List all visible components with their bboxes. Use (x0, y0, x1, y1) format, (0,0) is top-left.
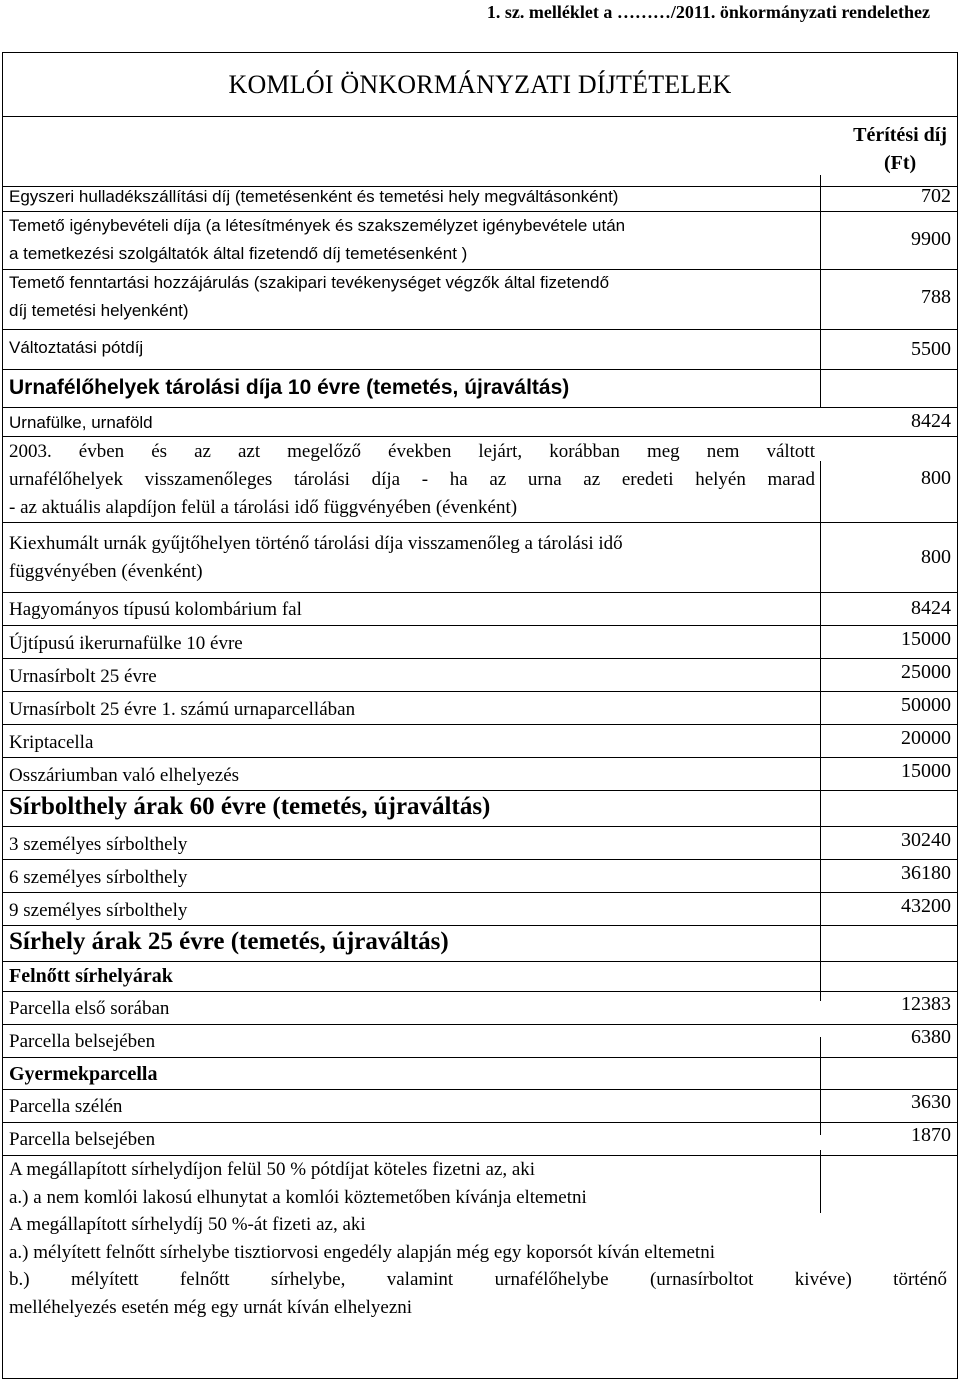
row-value: 788 (921, 286, 951, 308)
table-row (3, 408, 957, 437)
row-label: Urnafülke, urnaföld (9, 413, 153, 432)
section-heading-urna: Urnafélőhelyek tárolási díja 10 évre (temetés, újraváltás) (3, 370, 957, 408)
subheading-felnott: Felnőtt sírhelyárak (3, 962, 957, 992)
row-value: 8424 (911, 597, 951, 619)
table-row (3, 187, 957, 212)
row-value: 6380 (911, 1026, 951, 1048)
table-row (3, 827, 957, 860)
row-value: 15000 (901, 760, 951, 782)
row-value: 12383 (901, 993, 951, 1015)
table-row (3, 626, 957, 659)
row-value: 1870 (911, 1124, 951, 1146)
row-value: 25000 (901, 661, 951, 683)
row-label: Temető igénybevételi díja (a létesítmények és szakszemélyzet igénybevétele után a temetkezési szolgáltatók által fizetendő díj temetésenként ) (9, 216, 626, 263)
table-row (3, 1025, 957, 1058)
table-title: KOMLÓI ÖNKORMÁNYZATI DÍJTÉTELEK (3, 53, 957, 117)
table-row (3, 1090, 957, 1123)
row-label: Újtípusú ikerurnafülke 10 évre (9, 633, 243, 654)
row-label: 3 személyes sírbolthely (9, 834, 188, 855)
row-label: Kiexhumált urnák gyűjtőhelyen történő tárolási díja visszamenőleg a tárolási idő függvényében (évenként) (9, 533, 623, 582)
section-heading-sirhely: Sírhely árak 25 évre (temetés, újraváltás) (3, 926, 957, 962)
row-value: 30240 (901, 829, 951, 851)
row-value: 5500 (911, 338, 951, 360)
row-label: Parcella belsejében (9, 1129, 156, 1150)
table-row (3, 330, 957, 370)
note-line: a.) a nem komlói lakosú elhunytat a komlói köztemetőben kívánja eltemetni (9, 1186, 587, 1208)
row-label: Hagyományos típusú kolombárium fal (9, 599, 302, 620)
row-label: 2003. évben és az azt megelőző években lejárt, korábban meg nem váltott urnafélőhelyek visszamenőleges tárolási díja - ha az urna az eredeti helyén marad - az aktuális alapdíjon felül a tárolási idő függvényében (évenként) (9, 441, 815, 518)
row-value: 800 (921, 467, 951, 489)
table-row (3, 725, 957, 758)
row-label: Parcella első sorában (9, 998, 170, 1019)
table-row (3, 593, 957, 626)
row-value: 36180 (901, 862, 951, 884)
table-row (3, 270, 957, 330)
row-value: 702 (921, 185, 951, 207)
row-value: 20000 (901, 727, 951, 749)
table-row (3, 1123, 957, 1156)
section-heading-sirbolt: Sírbolthely árak 60 évre (temetés, újraváltás) (3, 791, 957, 827)
row-value: 15000 (901, 628, 951, 650)
table-row (3, 523, 957, 593)
table-row (3, 692, 957, 725)
row-label: Kriptacella (9, 732, 94, 753)
row-label: Parcella szélén (9, 1096, 123, 1117)
table-row (3, 893, 957, 926)
row-value: 3630 (911, 1091, 951, 1113)
note-line: b.) mélyített felnőtt sírhelybe, valamint urnafélőhelybe (urnasírboltot kivéve) történő (9, 1269, 947, 1290)
column-header-row (3, 117, 957, 187)
row-label: Egyszeri hulladékszállítási díj (temetésenként és temetési hely megváltásonként) (9, 187, 619, 206)
fee-table (2, 52, 958, 1379)
table-row (3, 659, 957, 692)
row-label: 6 személyes sírbolthely (9, 867, 188, 888)
table-row (3, 212, 957, 270)
row-value: 800 (921, 546, 951, 568)
notes-block (9, 1156, 947, 1321)
note-line: melléhelyezés esetén még egy urnát kíván elhelyezni (9, 1296, 413, 1318)
row-value: 8424 (911, 410, 951, 432)
table-row (3, 437, 957, 523)
row-label: Urnasírbolt 25 évre (9, 666, 157, 687)
document-header: 1. sz. melléklet a ………/2011. önkormányzati rendelethez (486, 2, 930, 22)
row-label: Változtatási pótdíj (9, 338, 144, 357)
note-line: A megállapított sírhelydíjon felül 50 % pótdíjat köteles fizetni az, aki (9, 1159, 536, 1180)
row-label: Temető fenntartási hozzájárulás (szakipari tevékenységet végzők által fizetendő díj temetési helyenként) (9, 273, 610, 320)
row-value: 43200 (901, 895, 951, 917)
table-row (3, 758, 957, 791)
row-value: 50000 (901, 694, 951, 716)
table-row (3, 992, 957, 1025)
row-value: 9900 (911, 228, 951, 250)
note-line: a.) mélyített felnőtt sírhelybe tisztiorvosi engedély alapján még egy koporsót kíván eltemetni (9, 1241, 715, 1263)
subheading-gyermek: Gyermekparcella (3, 1058, 957, 1090)
row-label: Urnasírbolt 25 évre 1. számú urnaparcellában (9, 699, 356, 720)
row-label: 9 személyes sírbolthely (9, 900, 188, 921)
note-line: A megállapított sírhelydíj 50 %-át fizeti az, aki (9, 1214, 366, 1235)
row-label: Osszáriumban való elhelyezés (9, 765, 240, 786)
row-label: Parcella belsejében (9, 1031, 156, 1052)
column-header: Térítési díj (Ft) (853, 124, 947, 174)
table-row (3, 860, 957, 893)
